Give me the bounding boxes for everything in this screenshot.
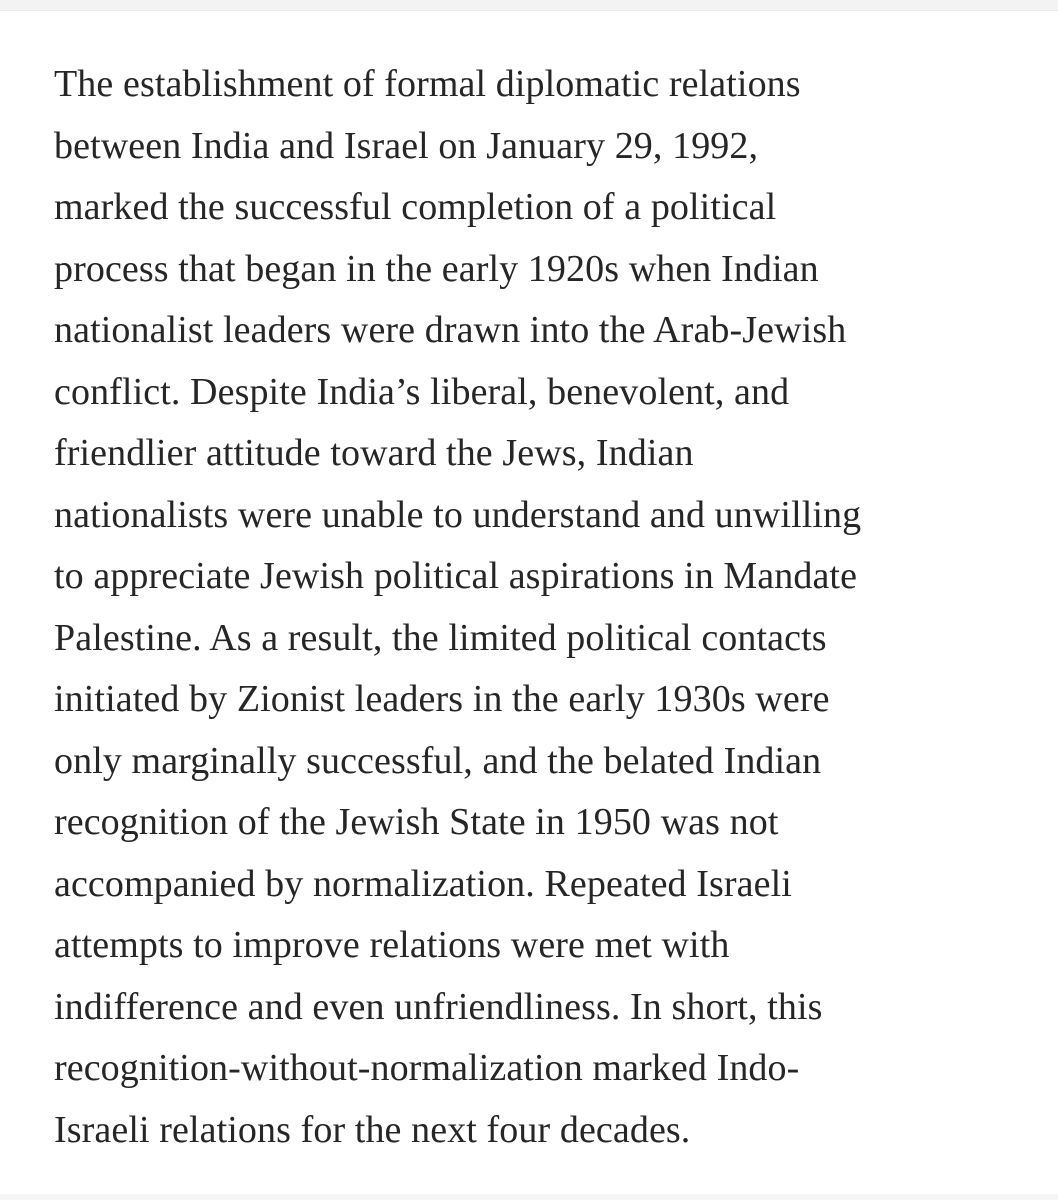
paragraph-line: Palestine. As a result, the limited political contacts	[54, 616, 827, 659]
paragraph-line: indifference and even unfriendliness. In short, this	[54, 985, 823, 1028]
top-bar	[0, 0, 1058, 11]
bottom-bar	[0, 1194, 1058, 1200]
paragraph-line: recognition of the Jewish State in 1950 was not	[54, 801, 779, 843]
paragraph-line: process that began in the early 1920s when Indian	[54, 247, 819, 290]
paragraph-line: to appreciate Jewish political aspirations in Mandate	[54, 555, 858, 597]
paragraph-line: accompanied by normalization. Repeated Israeli	[54, 862, 792, 905]
paragraph-line: Israeli relations for the next four decades.	[54, 1108, 691, 1151]
paragraph-line: nationalist leaders were drawn into the Arab-Jewish	[54, 309, 847, 351]
paragraph-line: conflict. Despite India’s liberal, benevolent, and	[54, 370, 790, 413]
paragraph-line: only marginally successful, and the belated Indian	[54, 739, 822, 782]
paragraph-line: initiated by Zionist leaders in the early 1930s were	[54, 678, 830, 720]
paragraph-line: between India and Israel on January 29, 1992,	[54, 124, 759, 167]
paragraph-line: marked the successful completion of a political	[54, 186, 777, 228]
paragraph-line: attempts to improve relations were met with	[54, 924, 730, 966]
paragraph-line: The establishment of formal diplomatic relations	[54, 63, 801, 105]
paragraph-line: recognition-without-normalization marked Indo-	[54, 1047, 800, 1089]
article-body	[54, 54, 1014, 1161]
article-paragraph	[54, 54, 1014, 1161]
paragraph-line: nationalists were unable to understand and unwilling	[54, 493, 862, 536]
paragraph-line: friendlier attitude toward the Jews, Indian	[54, 432, 694, 474]
